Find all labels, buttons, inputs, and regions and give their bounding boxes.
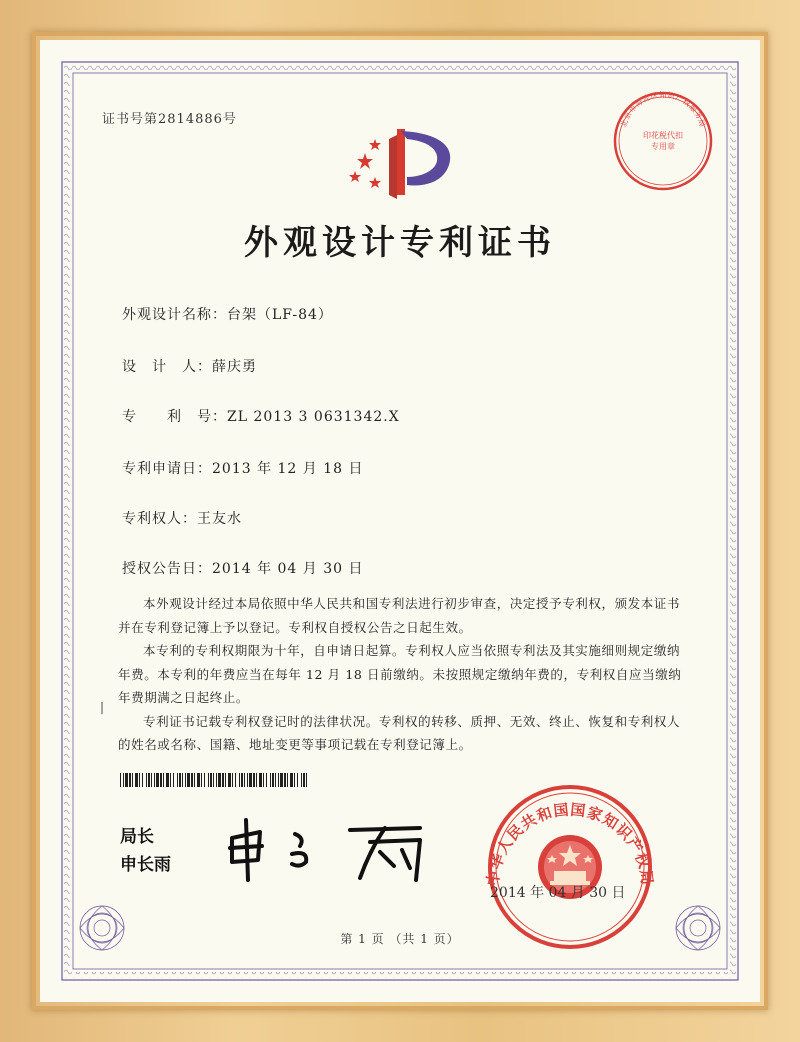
certificate-body [118, 592, 690, 757]
barcode-bar [166, 773, 169, 787]
field-designer [122, 356, 257, 376]
tax-seal-text-layer [608, 86, 718, 196]
field-label: 外观设计名称： [122, 307, 227, 323]
barcode-bar [156, 773, 159, 787]
national-ip-office-seal [470, 775, 670, 950]
barcode-bar [163, 773, 164, 787]
barcode-bar [263, 773, 264, 787]
paragraph: 本专利的专利权期限为十年，自申请日起算。专利权人应当依照专利法及其实施细则规定缴纳年费。本专利的年费应当在每年 12 月 18 日前缴纳。未按照规定缴纳年费的，专利权自应当缴纳年费期满之日起终止。 [118, 643, 682, 705]
barcode-bar [129, 773, 131, 787]
barcode-bar [185, 773, 186, 787]
barcode-bar [284, 773, 286, 787]
field-label: 专利权人： [122, 511, 197, 527]
barcode-bar [208, 773, 209, 787]
barcode-bar [256, 773, 257, 787]
barcode-bar [146, 773, 147, 787]
director-title: 局长 [120, 827, 154, 847]
barcode-bar [253, 773, 255, 787]
barcode-bar [154, 773, 155, 787]
barcode-bar [179, 773, 181, 787]
svg-text:北京市海淀区知识产权服务局 [618, 89, 707, 128]
barcode-bar [142, 773, 143, 787]
barcode-bar [125, 773, 128, 787]
barcode-bar [204, 773, 205, 787]
field-patentee [122, 508, 242, 528]
barcode-bar [216, 773, 217, 787]
barcode-bar [177, 773, 178, 787]
field-patent-number [122, 406, 400, 426]
field-grant-date [122, 558, 364, 578]
field-value: 薛庆勇 [212, 359, 257, 375]
field-label: 授权公告日： [122, 561, 212, 577]
patent-office-logo-icon [345, 125, 465, 205]
barcode-bar [275, 773, 276, 787]
barcode-bar [148, 773, 150, 787]
seal-date: 2014 年 04 月 30 日 [490, 885, 626, 901]
barcode-bar [266, 773, 267, 787]
certificate-number: 证书号第2814886号 [102, 112, 237, 127]
barcode-bar [139, 773, 140, 787]
barcode [120, 773, 310, 787]
director-name: 申长雨 [120, 855, 171, 875]
barcode-bar [151, 773, 152, 787]
national-seal-ring-text: 中华人民共和国国家知识产权局 [483, 800, 657, 887]
barcode-bar [201, 773, 202, 787]
certificate-paper [40, 40, 760, 1002]
field-value: 2014 年 04 月 30 日 [212, 561, 364, 577]
barcode-bar [244, 773, 245, 787]
margin-mark: | [100, 700, 105, 714]
field-label: 专 利 号： [122, 409, 227, 425]
barcode-bar [247, 773, 248, 787]
barcode-bar [123, 773, 124, 787]
field-value: 王友水 [197, 511, 242, 527]
field-value: ZL 2013 3 0631342.X [227, 409, 400, 425]
barcode-bar [306, 773, 307, 787]
barcode-bar [280, 773, 283, 787]
barcode-bar [132, 773, 133, 787]
barcode-bar [173, 773, 174, 787]
barcode-bar [249, 773, 252, 787]
barcode-bar [197, 773, 200, 787]
field-value: 台架（LF-84） [227, 307, 333, 323]
barcode-bar [241, 773, 243, 787]
tax-seal-center-text: 印花税代扣专用章 [643, 131, 683, 151]
barcode-bar [235, 773, 236, 787]
barcode-bar [287, 773, 288, 787]
barcode-bar [210, 773, 212, 787]
barcode-bar [232, 773, 233, 787]
barcode-bar [222, 773, 224, 787]
barcode-bar [303, 773, 305, 787]
barcode-bar [194, 773, 195, 787]
barcode-bar [290, 773, 293, 787]
field-value: 2013 年 12 月 18 日 [212, 461, 364, 477]
barcode-bar [270, 773, 271, 787]
director-signature [220, 810, 450, 885]
barcode-bar [259, 773, 262, 787]
barcode-bar [218, 773, 221, 787]
field-label: 设 计 人： [122, 359, 212, 375]
barcode-bar [297, 773, 298, 787]
barcode-bar [294, 773, 295, 787]
barcode-bar [278, 773, 279, 787]
barcode-bar [160, 773, 162, 787]
barcode-bar [239, 773, 240, 787]
barcode-bar [228, 773, 231, 787]
barcode-bar [301, 773, 302, 787]
field-design-name [122, 304, 333, 324]
barcode-bar [213, 773, 214, 787]
field-label: 专利申请日： [122, 461, 212, 477]
barcode-bar [272, 773, 274, 787]
paragraph: 本外观设计经过本局依照中华人民共和国专利法进行初步审查，决定授予专利权，颁发本证书并在专利登记簿上予以登记。专利权自授权公告之日起生效。 [118, 596, 681, 635]
page-number: 第 1 页 （共 1 页） [340, 932, 460, 946]
barcode-bar [187, 773, 190, 787]
barcode-bar [170, 773, 171, 787]
field-application-date [122, 458, 364, 478]
barcode-bar [120, 773, 121, 787]
tax-seal-ring-text: 北京市海淀区知识产权服务局 [618, 90, 708, 129]
barcode-bar [182, 773, 183, 787]
certificate-title: 外观设计专利证书 [244, 223, 556, 263]
barcode-bar [191, 773, 193, 787]
barcode-bar [135, 773, 138, 787]
barcode-bar [225, 773, 226, 787]
paragraph: 专利证书记载专利权登记时的法律状况。专利权的转移、质押、无效、终止、恢复和专利权人的姓名或名称、国籍、地址变更等事项记载在专利登记簿上。 [118, 713, 681, 752]
